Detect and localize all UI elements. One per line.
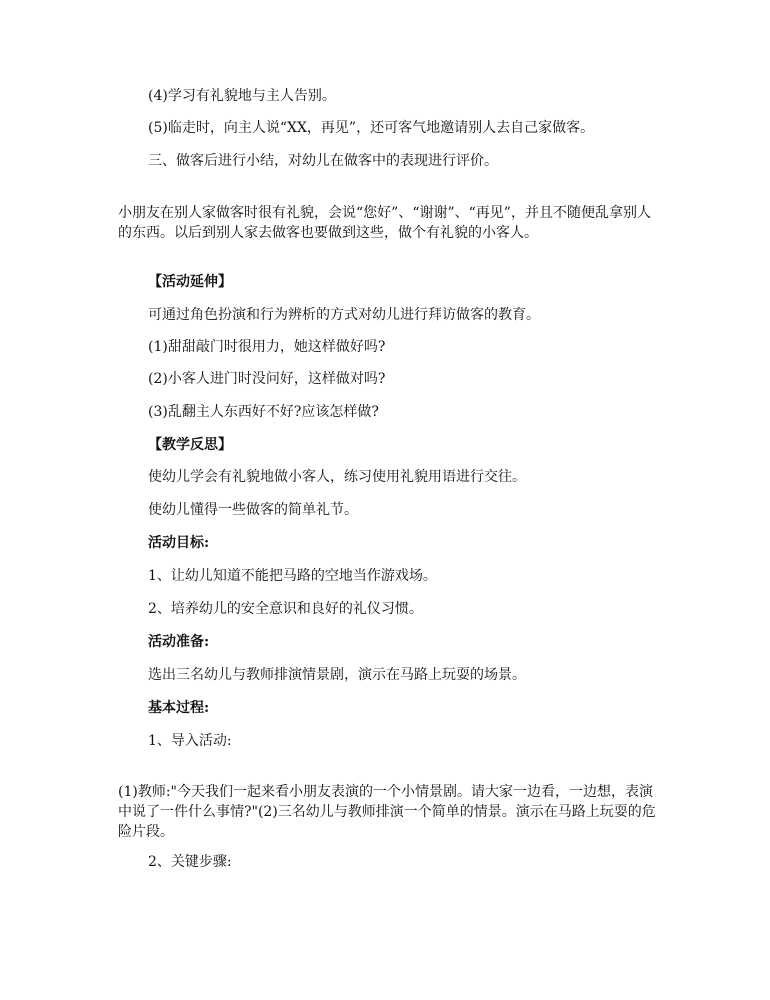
paragraph-question-3: (3)乱翻主人东西好不好?应该怎样做? <box>148 404 379 420</box>
paragraph-summary-heading: 三、做客后进行小结，对幼儿在做客中的表现进行评价。 <box>148 153 498 169</box>
paragraph-extension-intro: 可通过角色扮演和行为辨析的方式对幼儿进行拜访做客的教育。 <box>148 307 540 323</box>
paragraph-summary-body: 小朋友在别人家做客时很有礼貌，会说“您好”、“谢谢”、“再见”，并且不随便乱拿别人的东西。以后到别人家去做客也要做到这些，做个有礼貌的小客人。 <box>118 205 651 241</box>
section-heading-preparation: 活动准备: <box>148 634 210 650</box>
paragraph-preparation: 选出三名幼儿与教师排演情景剧，演示在马路上玩耍的场景。 <box>148 667 526 683</box>
paragraph-goal-1: 1、让幼儿知道不能把马路的空地当作游戏场。 <box>148 568 437 584</box>
paragraph-question-2: (2)小客人进门时没问好，这样做对吗? <box>148 371 386 387</box>
paragraph-question-1: (1)甜甜敲门时很用力，她这样做好吗? <box>148 339 386 355</box>
section-heading-extension: 【活动延伸】 <box>148 274 232 290</box>
section-heading-process: 基本过程: <box>148 700 210 716</box>
section-heading-goals: 活动目标: <box>148 535 210 551</box>
paragraph-key-steps: 2、关键步骤: <box>148 854 232 870</box>
paragraph-reflection-1: 使幼儿学会有礼貌地做小客人，练习使用礼貌用语进行交往。 <box>148 469 526 485</box>
paragraph-goal-2: 2、培养幼儿的安全意识和良好的礼仪习惯。 <box>148 601 423 617</box>
paragraph-step-4: (4)学习有礼貌地与主人告别。 <box>148 88 336 104</box>
paragraph-step-intro: 1、导入活动: <box>148 733 232 749</box>
paragraph-intro-body: (1)教师:"今天我们一起来看小朋友表演的一个小情景剧。请大家一边看，一边想，表演中说了一件什么事情?"(2)三名幼儿与教师排演一个简单的情景。演示在马路上玩耍的危险片段。 <box>118 784 656 840</box>
paragraph-step-5: (5)临走时，向主人说“XX，再见”，还可客气地邀请别人去自己家做客。 <box>148 120 595 136</box>
section-heading-reflection: 【教学反思】 <box>148 437 232 453</box>
paragraph-reflection-2: 使幼儿懂得一些做客的简单礼节。 <box>148 502 358 518</box>
